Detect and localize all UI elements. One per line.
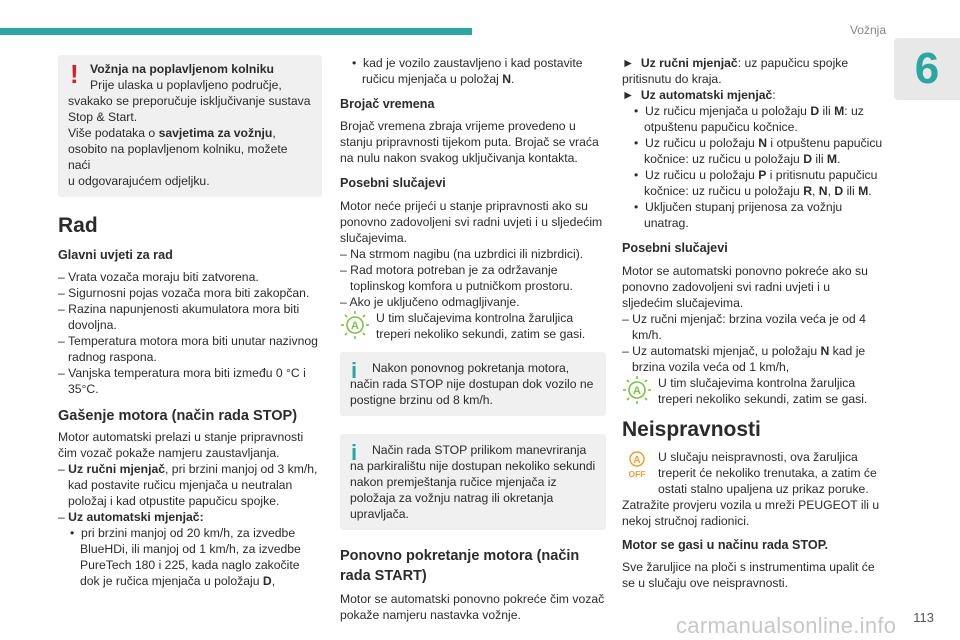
stop-start-off-lamp-icon xyxy=(622,449,652,479)
svg-text:A: A xyxy=(633,455,641,466)
warning-box xyxy=(58,55,322,197)
heading-ponovno-pokretanje: Ponovno pokretanje motora (način rada START) xyxy=(340,548,580,584)
lamp-text: U tim slučajevima kontrolna žaruljica treperi nekoliko sekundi, zatim se gasi. xyxy=(376,311,586,341)
warning-line: u odgovarajućem odjeljku. xyxy=(68,174,210,188)
list-item: – Uz automatski mjenjač, u položaju N kad je brzina vozila veća od 1 km/h, xyxy=(622,344,866,374)
lamp-note xyxy=(622,375,884,407)
info-box xyxy=(340,434,606,530)
posebni-intro: Motor neće prijeći u stanje pripravnosti ako su ponovno zadovoljeni svi radni uvjeti i u sljedećim slučajevima. xyxy=(340,199,603,245)
neispravnosti-text: U slučaju neispravnosti, ova žaruljica treperit će nekoliko trenutaka, a zatim će ostati stalno upaljena uz prikaz poruke. xyxy=(658,450,877,496)
list-item: – Vrata vozača moraju biti zatvorena. xyxy=(58,270,259,284)
arrow-item-automatic: ► Uz automatski mjenjač: xyxy=(622,88,776,102)
info-icon: i xyxy=(351,358,358,383)
svg-text:A: A xyxy=(633,385,641,397)
chapter-number: 6 xyxy=(894,38,960,100)
page-number: 113 xyxy=(913,610,934,625)
posebni-intro: Motor se automatski ponovno pokreće ako su ponovno zadovoljeni svi radni uvjeti i u sljedećim slučajevima. xyxy=(622,264,868,310)
section-title-neispravnosti: Neispravnosti xyxy=(622,418,761,441)
lamp-text: U tim slučajevima kontrolna žaruljica treperi nekoliko sekundi, zatim se gasi. xyxy=(658,376,868,406)
gasenje-intro: Motor automatski prelazi u stanje pripravnosti čim vozač pokaže namjeru zaustavljanja. xyxy=(58,430,304,460)
list-item: – Rad motora potreban je za održavanje toplinskog komfora u putničkom prostoru. xyxy=(340,263,573,293)
heading-posebni-slucajevi: Posebni slučajevi xyxy=(340,176,446,190)
off-lamp-note xyxy=(622,449,884,497)
warning-line: Više podataka o savjetima za vožnju, xyxy=(68,126,276,140)
heading-glavni-uvjeti: Glavni uvjeti za rad xyxy=(58,248,173,262)
heading-posebni-slucajevi: Posebni slučajevi xyxy=(622,241,728,255)
arrow-item-manual: ► Uz ručni mjenjač: uz papučicu spojke pritisnutu do kraja. xyxy=(622,56,849,86)
heading-motor-se-gasi: Motor se gasi u načinu rada STOP. xyxy=(622,538,828,552)
list-item: – Vanjska temperatura mora biti između 0 °C i 35°C. xyxy=(58,366,306,396)
gasi-text: Sve žaruljice na ploči s instrumentima upalit će se u slučaju ove neispravnosti. xyxy=(622,560,875,590)
bullet-item: • Uz ručicu u položaju N i otpuštenu papučicu kočnice: uz ručicu u položaju D ili M. xyxy=(634,136,883,166)
start-text: Motor se automatski ponovno pokreće čim vozač pokaže namjeru nastavka vožnje. xyxy=(340,592,605,622)
off-label: OFF xyxy=(628,469,646,479)
bullet-item: • Uz ručicu u položaju P i pritisnutu papučicu kočnice: uz ručicu u položaju R, N, D ili M. xyxy=(634,168,878,198)
list-item: – Ako je uključeno odmagljivanje. xyxy=(340,295,520,309)
bullet-item: • kad je vozilo zaustavljeno i kad postavite ručicu mjenjača u položaj N. xyxy=(352,56,583,86)
column-1 xyxy=(58,55,322,589)
heading-brojac-vremena: Brojač vremena xyxy=(340,97,435,111)
column-3 xyxy=(622,55,884,591)
list-item: – Razina napunjenosti akumulatora mora biti dovoljna. xyxy=(58,302,300,332)
section-title-rad: Rad xyxy=(58,214,98,237)
bullet-item: • pri brzini manjoj od 20 km/h, za izvedbe BlueHDi, ili manjoj od 1 km/h, za izvedbe PureTech 180 i 225, kada naglo zakočite dok je ručica mjenjača u položaju D, xyxy=(70,526,301,588)
running-header: Vožnja xyxy=(849,23,886,37)
info-text: Nakon ponovnog pokretanja motora, način rada STOP nije dostupan dok vozilo ne postigne brzinu od 8 km/h. xyxy=(350,361,594,407)
list-item: – Sigurnosni pojas vozača mora biti zakopčan. xyxy=(58,286,310,300)
list-item: – Temperatura motora mora biti unutar nazivnog radnog raspona. xyxy=(58,334,318,364)
warning-title: Vožnja na poplavljenom kolniku xyxy=(90,62,274,76)
warning-line: svakako se preporučuje isključivanje sustava xyxy=(68,94,311,108)
watermark: carmanualsonline.info xyxy=(676,613,897,638)
warning-line: Prije ulaska u poplavljeno područje, xyxy=(90,78,282,92)
list-item: – Na strmom nagibu (na uzbrdici ili nizbrdici). xyxy=(340,247,584,261)
stop-start-lamp-icon xyxy=(622,375,652,405)
info-icon: i xyxy=(351,440,358,465)
list-item: – Uz ručni mjenjač: brzina vozila veća je od 4 km/h. xyxy=(622,312,866,342)
list-item-automatic: – Uz automatski mjenjač: xyxy=(58,510,204,524)
warning-line: osobito na poplavljenom kolniku, možete naći xyxy=(68,142,288,172)
svg-text:A: A xyxy=(351,320,359,332)
top-accent-bar xyxy=(0,28,472,35)
info-text: Način rada STOP prilikom manevriranja na parkiralištu nije dostupan nekoliko sekundi nakon premještanja ručice mjenjača iz položaja za vožnju natrag ili okretanja upravljača. xyxy=(350,443,596,521)
heading-gasenje-motora: Gašenje motora (način rada STOP) xyxy=(58,408,298,424)
list-item-manual: – Uz ručni mjenjač, pri brzini manjoj od 3 km/h, kad postavite ručicu mjenjača u neutralan položaj i kad otpustite papučicu spojke. xyxy=(58,462,318,508)
brojac-text: Brojač vremena zbraja vrijeme provedeno u stanju pripravnosti tijekom puta. Brojač se vraća na nulu nakon svakog uključivanja kontakta. xyxy=(340,119,599,165)
warning-line: Stop & Start. xyxy=(68,110,138,124)
info-box xyxy=(340,352,606,416)
column-2 xyxy=(340,55,606,623)
neispravnosti-text-2: Zatražite provjeru vozila u mreži PEUGEOT ili u nekoj stručnoj radionici. xyxy=(622,498,880,528)
conditions-list xyxy=(58,269,322,397)
lamp-note xyxy=(340,310,606,342)
exclamation-warning-icon: ! xyxy=(70,59,79,89)
stop-start-lamp-icon xyxy=(340,310,370,340)
bullet-item: • Uključen stupanj prijenosa za vožnju unatrag. xyxy=(634,200,843,230)
bullet-item: • Uz ručicu mjenjača u položaju D ili M: uz otpuštenu papučicu kočnice. xyxy=(634,104,864,134)
